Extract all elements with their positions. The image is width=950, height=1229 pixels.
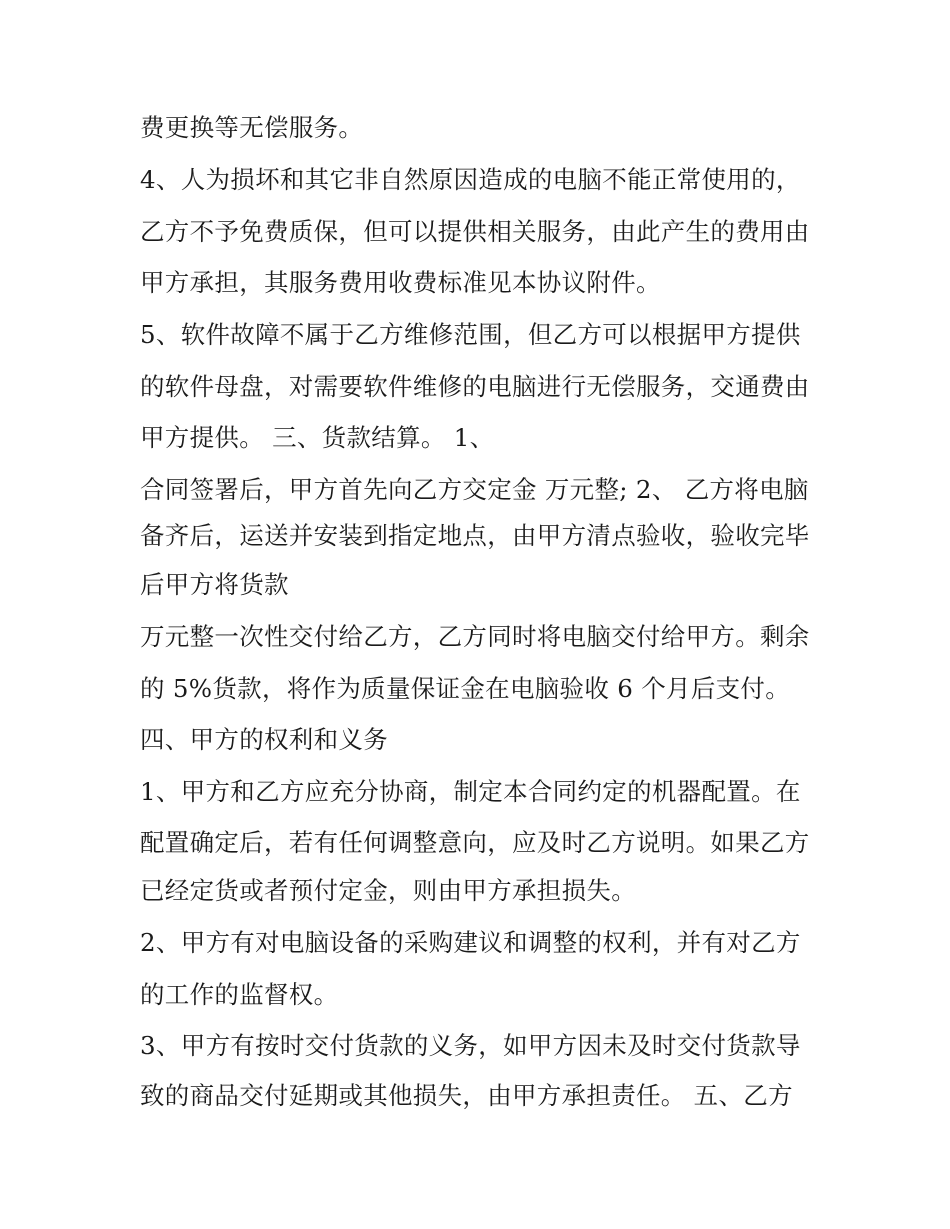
text-line: 四、甲方的权利和义务 — [140, 725, 388, 754]
text-line: 的工作的监督权。 — [140, 980, 339, 1009]
text-line: 已经定货或者预付定金，则由甲方承担损失。 — [140, 876, 636, 905]
text-line: 万元整一次性交付给乙方，乙方同时将电脑交付给甲方。剩余 — [140, 622, 810, 651]
text-line: 配置确定后，若有任何调整意向，应及时乙方说明。如果乙方 — [140, 828, 810, 857]
text-line: 4、人为损坏和其它非自然原因造成的电脑不能正常使用的， — [140, 165, 801, 194]
text-line: 甲方提供。 三、货款结算。 1、 — [140, 423, 495, 452]
text-line: 甲方承担，其服务费用收费标准见本协议附件。 — [140, 268, 661, 297]
text-line: 备齐后，运送并安装到指定地点，由甲方清点验收，验收完毕 — [140, 521, 810, 550]
text-line: 的 5%货款，将作为质量保证金在电脑验收 6 个月后支付。 — [140, 674, 791, 703]
text-line: 乙方不予免费质保，但可以提供相关服务，由此产生的费用由 — [140, 217, 810, 246]
text-line: 的软件母盘，对需要软件维修的电脑进行无偿服务，交通费由 — [140, 372, 810, 401]
text-line: 合同签署后，甲方首先向乙方交定金 万元整; 2、 乙方将电脑 — [140, 475, 809, 504]
text-line: 致的商品交付延期或其他损失，由甲方承担责任。 五、乙方 — [140, 1081, 793, 1110]
text-line: 5、软件故障不属于乙方维修范围，但乙方可以根据甲方提供 — [140, 320, 801, 349]
text-line: 1、甲方和乙方应充分协商，制定本合同约定的机器配置。在 — [140, 777, 801, 806]
text-line: 3、甲方有按时交付货款的义务，如甲方因未及时交付货款导 — [140, 1031, 801, 1060]
text-line: 后甲方将货款 — [140, 570, 289, 599]
text-line: 费更换等无偿服务。 — [140, 113, 364, 142]
text-line: 2、甲方有对电脑设备的采购建议和调整的权利，并有对乙方 — [140, 928, 801, 957]
